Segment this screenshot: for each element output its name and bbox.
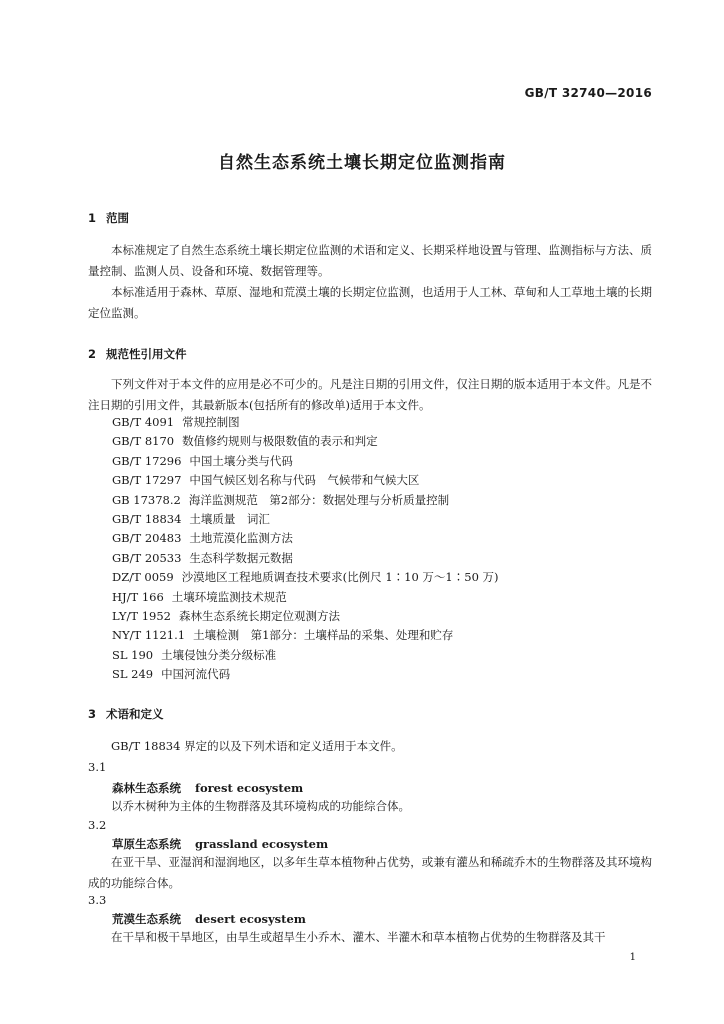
ref-code: DZ/T 0059 [112,570,174,585]
term-zh: 草原生态系统 [112,837,181,851]
ref-name: 生态科学数据元数据 [189,550,293,565]
reference-list [112,413,499,685]
ref-name: 土壤环境监测技术规范 [171,589,287,604]
ref-code: SL 190 [112,647,154,662]
terms-intro-paragraph: GB/T 18834 界定的以及下列术语和定义适用于本文件。 [111,739,403,753]
ref-name: 中国河流代码 [161,667,231,682]
list-item [112,432,499,451]
term-zh: 森林生态系统 [112,781,181,795]
section-heading-refs [88,346,187,362]
ref-code: GB 17378.2 [112,492,181,507]
term-heading [112,780,303,796]
list-item [112,588,499,607]
ref-name: 土壤侵蚀分类分级标准 [161,647,277,662]
term-heading [112,836,328,852]
list-item [112,452,499,471]
ref-code: GB/T 8170 [112,434,175,449]
refs-intro-paragraph: 下列文件对于本文件的应用是必不可少的。凡是注日期的引用文件，仅注日期的版本适用于本文件。凡是不注日期的引用文件，其最新版本(包括所有的修改单)适用于本文件。 [88,377,652,412]
standard-code: GB/T 32740—2016 [524,86,652,100]
document-title: 自然生态系统土壤长期定位监测指南 [218,153,506,173]
list-item [112,471,499,490]
ref-code: NY/T 1121.1 [112,628,186,643]
term-number: 3.3 [88,893,107,907]
section-heading-terms [88,706,164,722]
term-number: 3.2 [88,818,107,832]
term-definition: 在亚干旱、亚湿润和湿润地区，以多年生草本植物种占优势，或兼有灌丛和稀疏乔木的生物群落及其环境构成的功能综合体。 [88,855,652,890]
ref-code: LY/T 1952 [112,609,171,624]
ref-code: GB/T 17296 [112,453,182,468]
term-heading [112,911,306,927]
list-item [112,626,499,645]
term-en: forest ecosystem [195,781,304,795]
list-item [112,646,499,665]
ref-code: GB/T 20483 [112,531,182,546]
ref-code: HJ/T 166 [112,589,164,604]
scope-paragraph-2: 本标准适用于森林、草原、湿地和荒漠土壤的长期定位监测，也适用于人工林、草甸和人工草地土壤的长期定位监测。 [88,285,652,320]
section-title: 规范性引用文件 [106,347,187,361]
ref-name: 土壤检测 第1部分：土壤样品的采集、处理和贮存 [193,628,454,643]
term-definition: 在干旱和极干旱地区，由旱生或超旱生小乔木、灌木、半灌木和草本植物占优势的生物群落及其干 [111,930,606,944]
ref-code: GB/T 4091 [112,415,175,429]
section-title: 范围 [106,211,129,225]
section-number: 3 [88,707,97,721]
ref-name: 中国气候区划名称与代码 气候带和气候大区 [189,473,420,488]
list-item [112,529,499,548]
list-item [112,413,499,432]
list-item [112,568,499,587]
term-zh: 荒漠生态系统 [112,912,181,926]
list-item [112,549,499,568]
ref-name: 数值修约规则与极限数值的表示和判定 [182,434,378,449]
section-number: 1 [88,211,97,225]
ref-name: 常规控制图 [182,415,240,429]
ref-name: 土地荒漠化监测方法 [189,531,293,546]
ref-name: 沙漠地区工程地质调查技术要求(比例尺 1∶10 万～1∶50 万) [181,570,499,585]
term-en: grassland ecosystem [195,837,329,851]
ref-code: GB/T 17297 [112,473,182,488]
term-en: desert ecosystem [195,912,306,926]
page-number: 1 [629,952,636,963]
list-item [112,665,499,684]
list-item [112,607,499,626]
ref-name: 中国土壤分类与代码 [189,453,293,468]
list-item [112,510,499,529]
section-number: 2 [88,347,97,361]
ref-name: 土壤质量 词汇 [189,512,270,527]
ref-name: 森林生态系统长期定位观测方法 [178,609,340,624]
section-heading-scope [88,210,129,226]
ref-code: SL 249 [112,667,154,682]
scope-paragraph-1: 本标准规定了自然生态系统土壤长期定位监测的术语和定义、长期采样地设置与管理、监测指标与方法、质量控制、监测人员、设备和环境、数据管理等。 [88,243,652,278]
ref-name: 海洋监测规范 第2部分：数据处理与分析质量控制 [188,492,450,507]
term-number: 3.1 [88,760,107,774]
term-definition: 以乔木树种为主体的生物群落及其环境构成的功能综合体。 [111,799,410,813]
list-item [112,491,499,510]
ref-code: GB/T 18834 [112,512,182,527]
ref-code: GB/T 20533 [112,550,182,565]
section-title: 术语和定义 [106,707,164,721]
